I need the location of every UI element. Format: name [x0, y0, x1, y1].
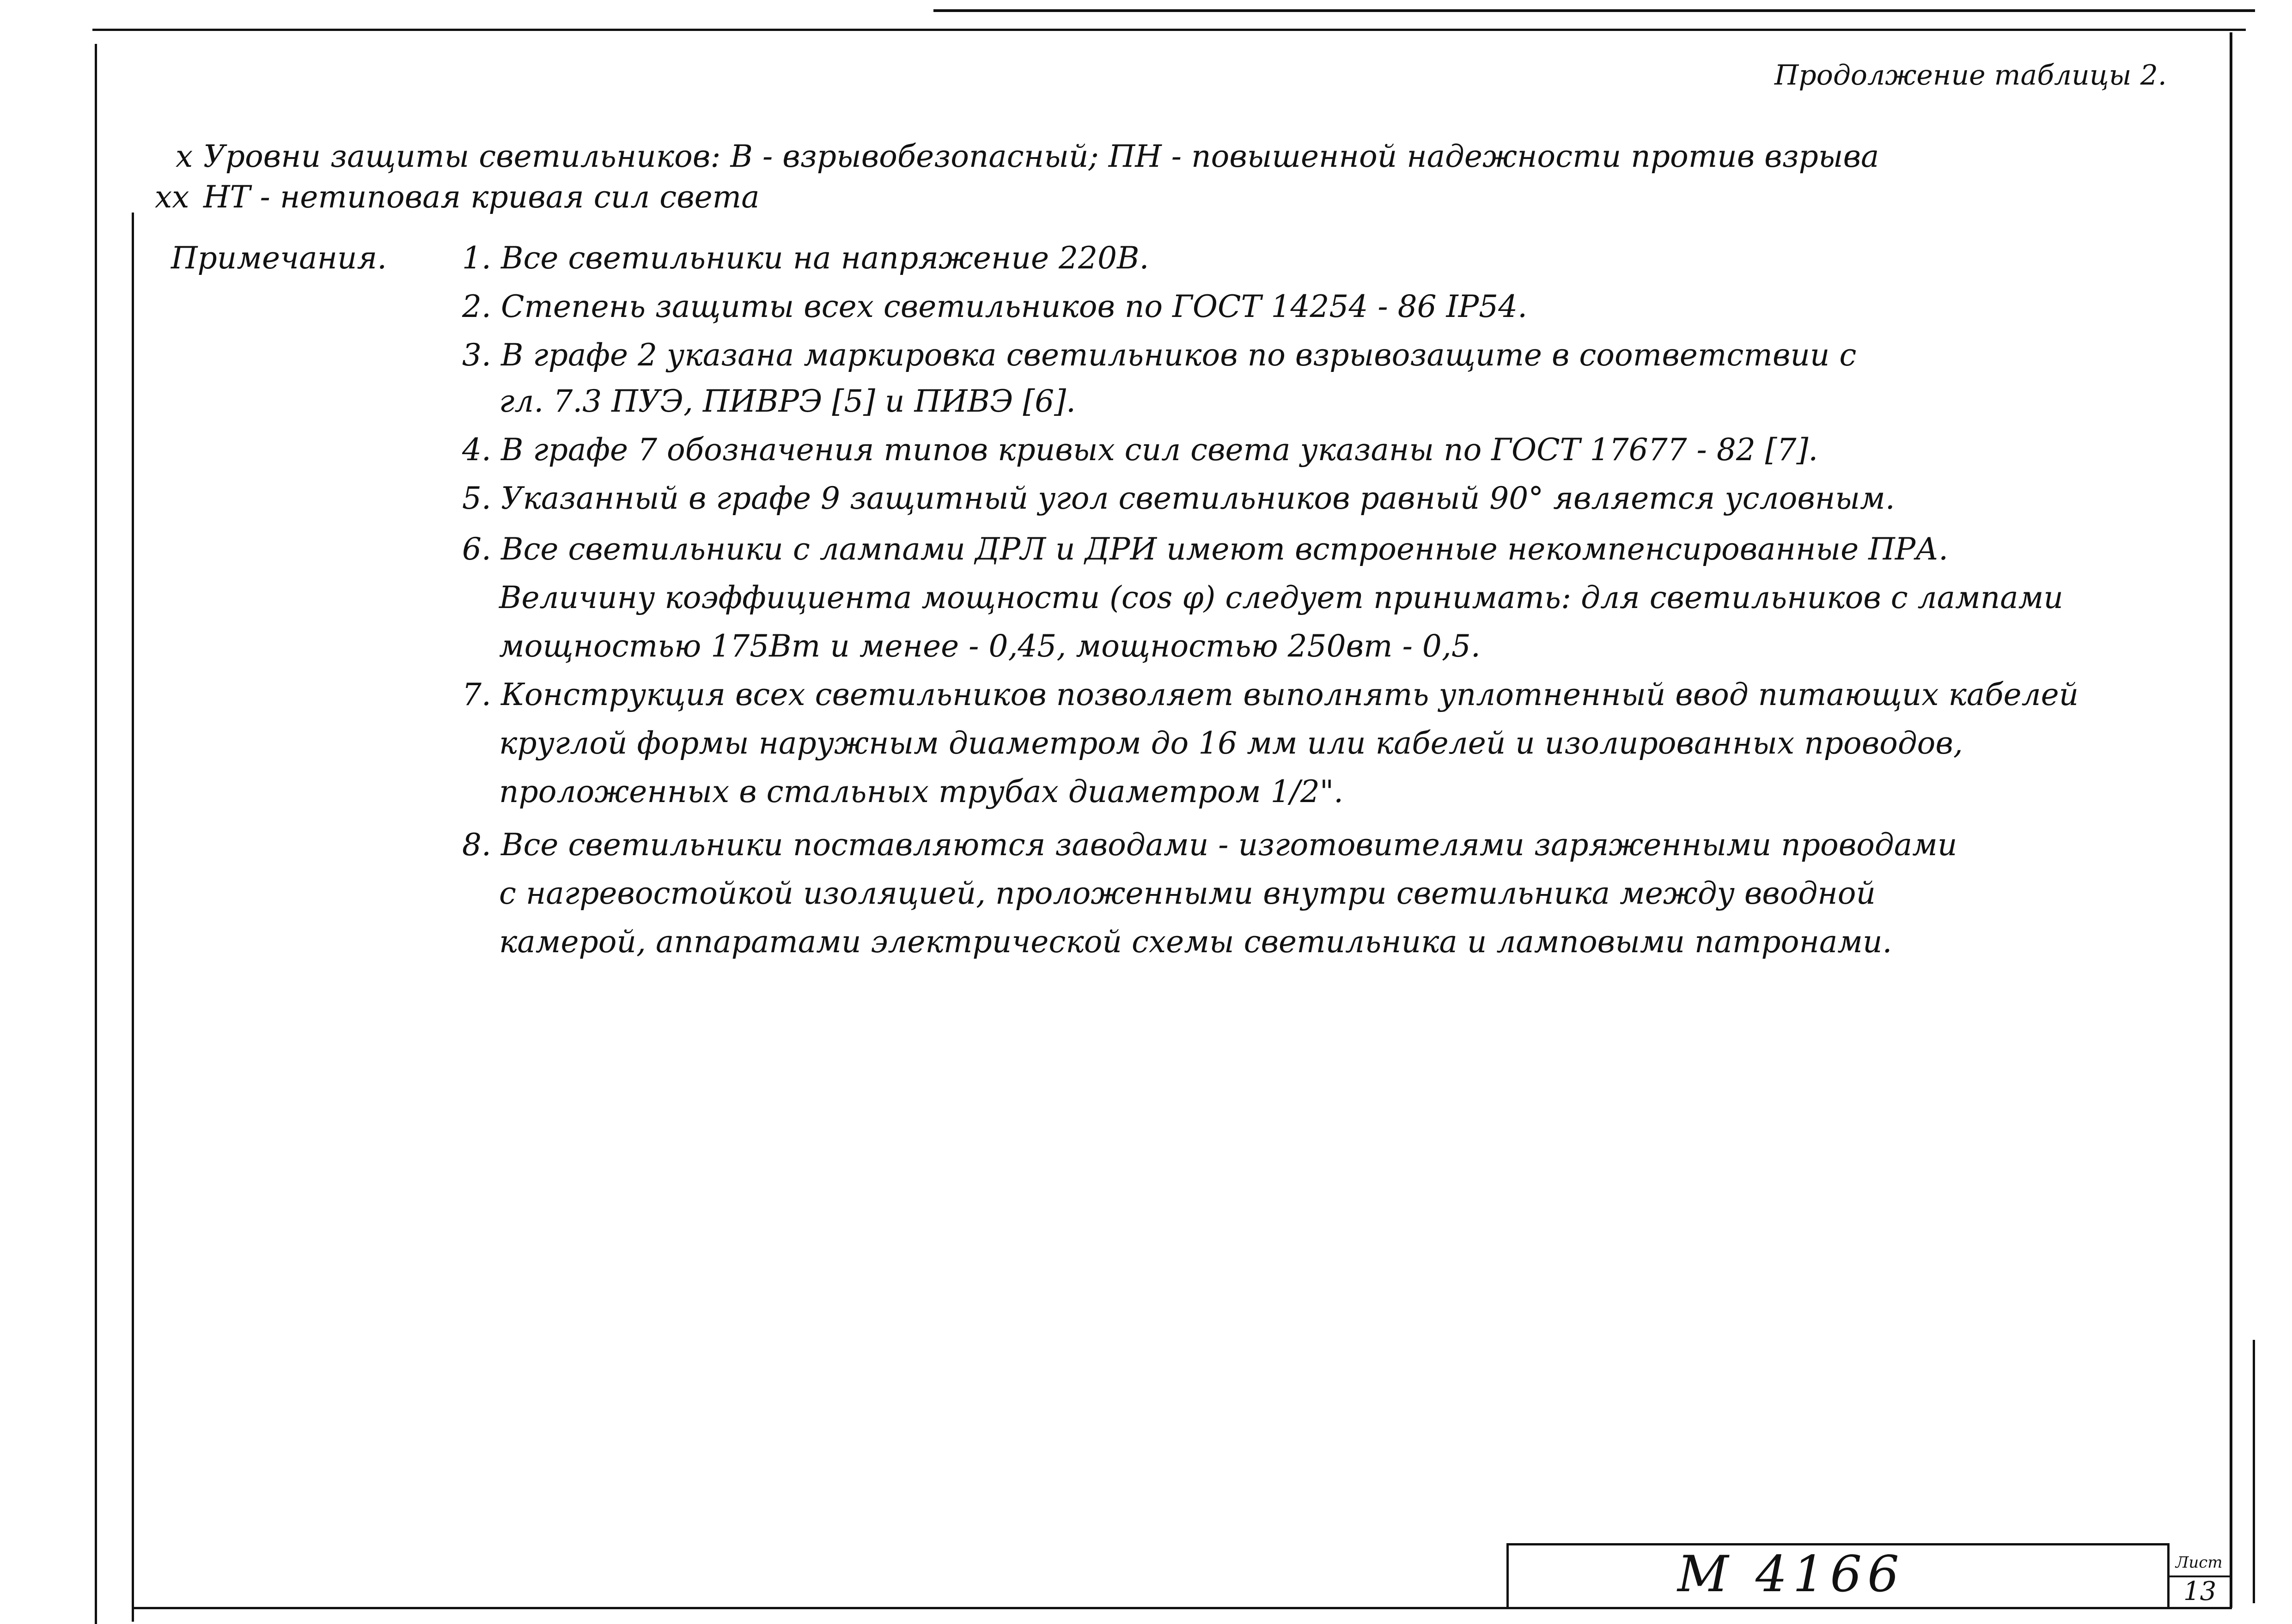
frame-left-line-inner	[132, 213, 134, 1622]
sheet-label: Лист	[2176, 1553, 2223, 1572]
footnote-marker: хх	[155, 179, 189, 215]
note-line: 4. В графе 7 обозначения типов кривых сил света указаны по ГОСТ 17677 - 82 [7].	[462, 432, 1818, 468]
footnote-text: Уровни защиты светильников: В - взрывобезопасный; ПН - повышенной надежности против взрыва	[203, 139, 1879, 174]
frame-top-line	[933, 9, 2255, 12]
sheet-number: 13	[2183, 1576, 2217, 1606]
note-line: проложенных в стальных трубах диаметром 1/2".	[499, 774, 1344, 809]
note-line: Величину коэффициента мощности (cos φ) следует принимать: для светильников с лампами	[499, 580, 2063, 615]
note-line: 8. Все светильники поставляются заводами - изготовителями заряженными проводами	[462, 827, 1957, 863]
drawing-code: М 4166	[1677, 1545, 1905, 1603]
note-line: круглой формы наружным диаметром до 16 мм или кабелей и изолированных проводов,	[499, 725, 1963, 761]
note-line: 2. Степень защиты всех светильников по ГОСТ 14254 - 86 IР54.	[462, 289, 1528, 324]
title-block	[1506, 1543, 2232, 1608]
note-line: 3. В графе 2 указана маркировка светильников по взрывозащите в соответствии с	[462, 337, 1857, 373]
footnote-text: НТ - нетиповая кривая сил света	[203, 179, 760, 215]
frame-right-line	[2230, 32, 2232, 1608]
title-block-left-line	[1506, 1543, 1509, 1608]
footnote-marker: х	[176, 139, 193, 174]
note-line: камерой, аппаратами электрической схемы светильника и ламповыми патронами.	[499, 924, 1892, 960]
note-line: с нагревостойкой изоляцией, проложенными внутри светильника между вводной	[499, 876, 1876, 911]
note-line: 7. Конструкция всех светильников позволяет выполнять уплотненный ввод питающих кабелей	[462, 677, 2079, 712]
frame-left-line	[95, 44, 97, 1624]
notes-label: Примечания.	[171, 240, 387, 276]
continuation-label: Продолжение таблицы 2.	[1774, 59, 2167, 91]
note-line: 6. Все светильники с лампами ДРЛ и ДРИ имеют встроенные некомпенсированные ПРА.	[462, 531, 1949, 567]
note-line: 1. Все светильники на напряжение 220В.	[462, 240, 1149, 276]
note-line: гл. 7.3 ПУЭ, ПИВРЭ [5] и ПИВЭ [6].	[499, 383, 1076, 419]
note-line: 5. Указанный в графе 9 защитный угол светильников равный 90° является условным.	[462, 481, 1895, 516]
note-line: мощностью 175Вт и менее - 0,45, мощностью 250вт - 0,5.	[499, 628, 1481, 664]
frame-right-edge	[2253, 1340, 2255, 1603]
frame-top-line-main	[92, 29, 2246, 31]
